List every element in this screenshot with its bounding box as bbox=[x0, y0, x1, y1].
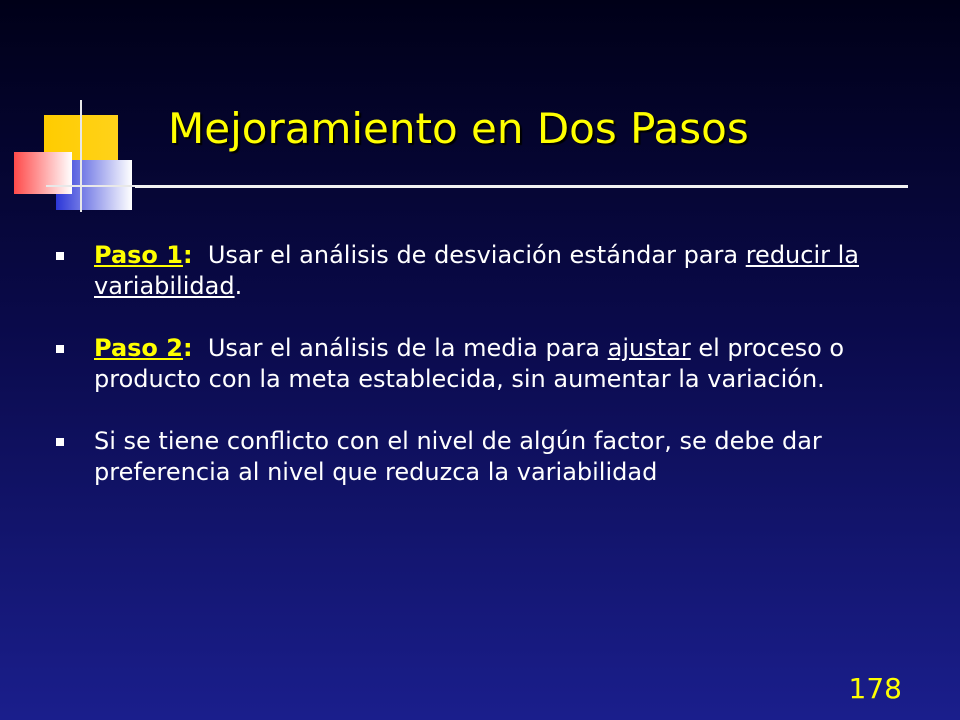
paso-1-text: Usar el análisis de desviación estándar para bbox=[192, 241, 746, 269]
paso-1-colon: : bbox=[182, 241, 193, 269]
bullet-square-icon bbox=[56, 438, 64, 446]
paso-2-underlined: ajustar bbox=[607, 334, 691, 362]
page-number: 178 bbox=[848, 672, 902, 705]
paso-1-label: Paso 1 bbox=[94, 241, 183, 269]
bullet-square-icon bbox=[56, 345, 64, 353]
bullet-list bbox=[56, 240, 876, 519]
red-square-decoration bbox=[14, 152, 72, 194]
slide-title: Mejoramiento en Dos Pasos bbox=[168, 104, 749, 153]
paso-2-text: Usar el análisis de la media para bbox=[192, 334, 608, 362]
paso-2-colon: : bbox=[182, 334, 193, 362]
paso-1-end: . bbox=[234, 272, 243, 300]
bullet-paso-2 bbox=[56, 333, 876, 395]
bullet-paso-1 bbox=[56, 240, 876, 302]
bullet-conflicto bbox=[56, 426, 876, 488]
title-underline-rule bbox=[135, 185, 908, 188]
paso-1-underlined: reducir la variabilidad bbox=[94, 241, 860, 300]
vertical-rule-decoration bbox=[80, 100, 82, 212]
bullet-square-icon bbox=[56, 252, 64, 260]
conflicto-text: Si se tiene conflicto con el nivel de algún factor, se debe dar preferencia al nivel que reduzca la variabilidad bbox=[94, 427, 822, 486]
paso-2-end: el proceso o producto con la meta establecida, sin aumentar la variación. bbox=[94, 334, 845, 393]
paso-2-label: Paso 2 bbox=[94, 334, 183, 362]
